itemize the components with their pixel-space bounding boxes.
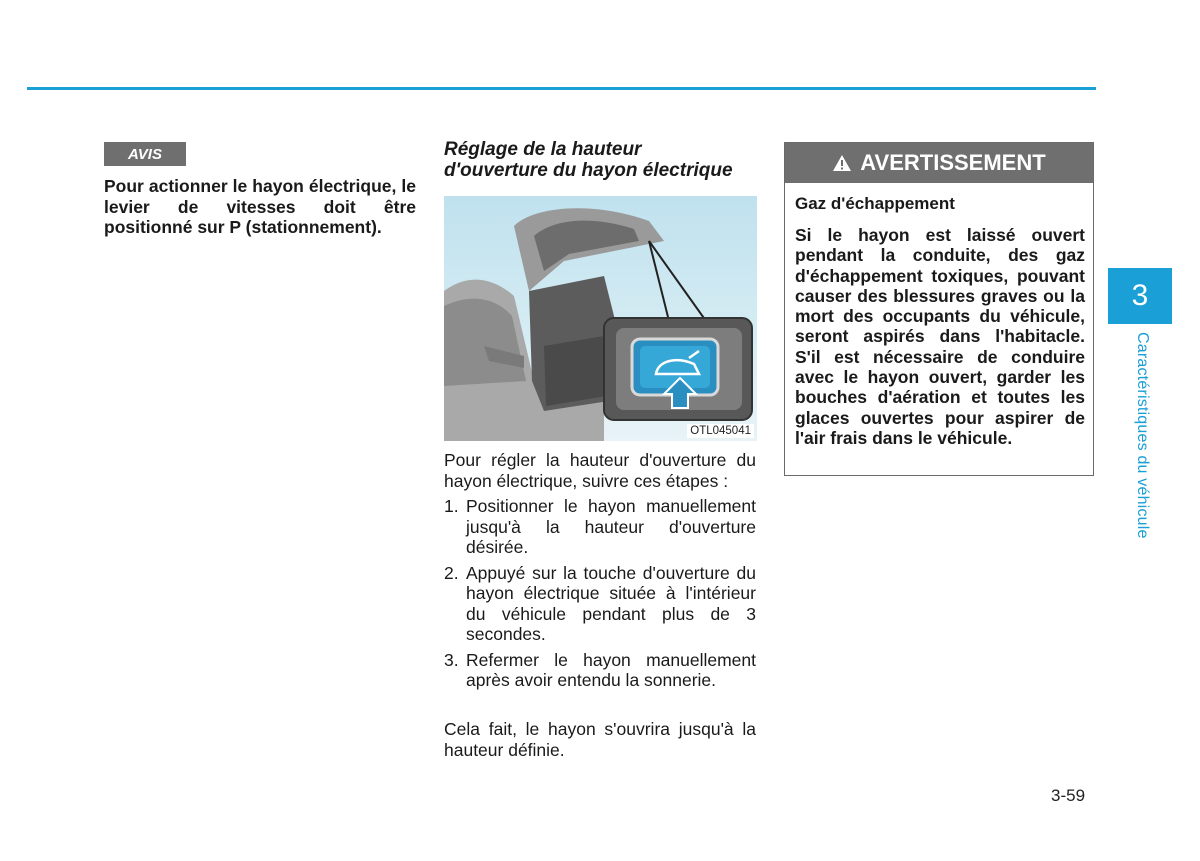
list-item [444, 650, 756, 691]
liftgate-drawing [444, 196, 757, 441]
steps-list [444, 496, 756, 696]
step-number: 2. [444, 562, 459, 583]
section-title-line1: Réglage de la hauteur [444, 139, 642, 160]
list-item [444, 496, 756, 558]
page-number: 3-59 [1051, 786, 1086, 805]
liftgate-illustration [444, 196, 757, 441]
step-text: Appuyé sur la touche d'ouverture du hayon électrique située à l'intérieur du véhicule pendant plus de 3 secondes. [466, 562, 756, 644]
chapter-label: Caractéristiques du véhicule [1134, 332, 1151, 539]
warning-header [785, 143, 1093, 183]
warning-box [784, 142, 1094, 476]
chapter-number-tab: 3 [1108, 268, 1172, 324]
section-intro: Pour régler la hauteur d'ouverture du hayon électrique, suivre ces étapes : [444, 450, 756, 491]
section-title-line2: d'ouverture du hayon électrique [444, 160, 733, 181]
section-closing: Cela fait, le hayon s'ouvrira jusqu'à la hauteur définie. [444, 719, 756, 760]
step-text: Refermer le hayon manuellement après avoir entendu la sonnerie. [466, 649, 756, 690]
step-text: Positionner le hayon manuellement jusqu'à la hauteur d'ouverture désirée. [466, 496, 756, 557]
step-number: 1. [444, 496, 459, 516]
warning-title: AVERTISSEMENT [860, 150, 1046, 175]
warning-subtitle: Gaz d'échappement [795, 194, 955, 213]
header-rule [27, 87, 1096, 90]
figure-code: OTL045041 [687, 424, 754, 438]
notice-text: Pour actionner le hayon électrique, le levier de vitesses doit être positionné sur P (stationnement). [104, 176, 416, 237]
step-number: 3. [444, 649, 459, 670]
warning-body: Si le hayon est laissé ouvert pendant la conduite, des gaz d'échappement toxiques, pouvant causer des blessures graves ou la mort des occupants du véhicule, seront aspirés dans l'habitacle. S'il est nécessaire de conduire avec le hayon ouvert, garder les bouches d'aération et toutes les glaces ouvertes pour aspirer de l'air frais dans le véhicule. [795, 225, 1085, 448]
warning-triangle-icon [832, 154, 852, 172]
list-item [444, 563, 756, 645]
section-title [444, 139, 764, 181]
notice-badge: AVIS [104, 142, 186, 166]
